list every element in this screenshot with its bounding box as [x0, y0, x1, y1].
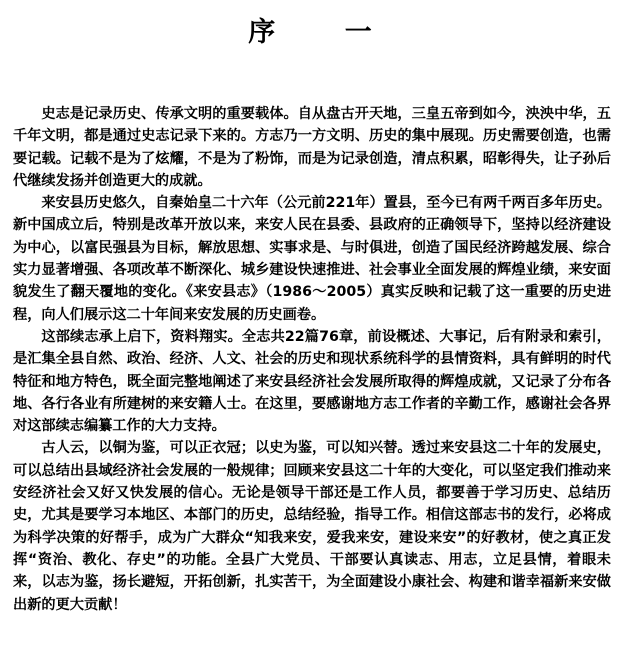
paragraph-3: 这部续志承上启下，资料翔实。全志共22篇76章，前设概述、大事记，后有附录和索引，是汇集全县自然、政治、经济、人文、社会的历史和现状系统科学的县情资料，具有鲜明的时代特征和地方特色，既全面完整地阐述了来安县经济社会发展所取得的辉煌成就，又记录了分布各地、各行各业有所建树的来安籍人士。在这里，要感谢地方志工作者的辛勤工作，感谢社会各界对这部续志编纂工作的大力支持。 — [13, 328, 611, 435]
body-text — [13, 103, 611, 616]
paragraph-2: 来安县历史悠久，自秦始皇二十六年（公元前221年）置县，至今已有两千两百多年历史。新中国成立后，特别是改革开放以来，来安人民在县委、县政府的正确领导下，坚持以经济建设为中心，以富民强县为目标，解放思想、实事求是、与时俱进，创造了国民经济跨越发展、综合实力显著增强、各项改革不断深化、城乡建设快速推进、社会事业全面发展的辉煌业绩，来安面貌发生了翻天覆地的变化。《来安县志》（1986～2005）真实反映和记载了这一重要的历史进程，向人们展示这二十年间来安发展的历史画卷。 — [13, 195, 611, 323]
paragraph-1: 史志是记录历史、传承文明的重要载体。自从盘古开天地，三皇五帝到如今，泱泱中华，五千年文明，都是通过史志记录下来的。方志乃一方文明、历史的集中展现。历史需要创造，也需要记载。记载不是为了炫耀，不是为了粉饰，而是为记录创造，清点积累，昭彰得失，让子孙后代继续发扬并创造更大的成就。 — [13, 106, 611, 189]
page-title: 序 一 — [248, 17, 402, 48]
paragraph-4: 古人云，以铜为鉴，可以正衣冠；以史为鉴，可以知兴替。透过来安县这二十年的发展史，可以总结出县域经济社会发展的一般规律；回顾来安县这二十年的大变化，可以坚定我们推动来安经济社会又好又快发展的信心。无论是领导干部还是工作人员，都要善于学习历史、总结历史，尤其是要学习本地区、本部门的历史，总结经验，指导工作。相信这部志书的发行，必将成为科学决策的好帮手，成为广大群众“知我来安，爱我来安，建设来安”的好教材，使之真正发挥“资治、教化、存史”的功能。全县广大党员、干部要认真读志、用志，立足县情，着眼未来，以志为鉴，扬长避短，开拓创新，扎实苦干，为全面建设小康社会、构建和谐幸福新来安做出新的更大贡献！ — [13, 440, 611, 613]
